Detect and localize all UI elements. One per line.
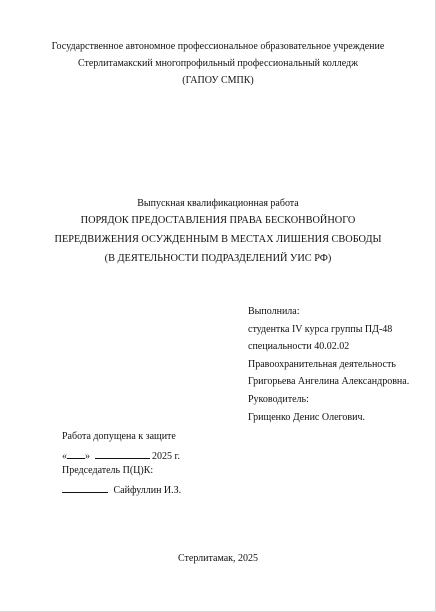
date-month-blank [95, 448, 150, 459]
place-year: Стерлитамак, 2025 [177, 553, 259, 564]
date-close-quote: » [85, 451, 90, 462]
signature-blank [62, 482, 108, 493]
date-open-quote: « [62, 451, 67, 462]
supervisor-label: Руководитель: [248, 394, 309, 405]
title-line-3: (В ДЕЯТЕЛЬНОСТИ ПОДРАЗДЕЛЕНИЙ УИС РФ) [104, 253, 332, 264]
author-label: Выполнила: [248, 306, 300, 317]
title-line-2: ПЕРЕДВИЖЕНИЯ ОСУЖДЕННЫМ В МЕСТАХ ЛИШЕНИЯ СВОБОДЫ [54, 234, 382, 245]
chair-name: Сайфуллин И.З. [113, 485, 182, 496]
admission-date [62, 448, 180, 463]
author-specialty-name: Правоохранительная деятельность [248, 359, 396, 370]
author-name: Григорьева Ангелина Александровна. [248, 376, 410, 387]
supervisor-name: Грищенко Денис Олегович. [248, 412, 365, 423]
chair-signature [62, 482, 181, 497]
institution-line-2: Стерлитамакский многопрофильный профессиональный колледж [77, 58, 359, 69]
work-type: Выпускная квалификационная работа [137, 198, 299, 209]
date-year: 2025 г. [152, 451, 180, 462]
institution-abbreviation: (ГАПОУ СМПК) [182, 75, 254, 86]
chair-label: Председатель П(Ц)К: [62, 465, 154, 476]
institution-line-1: Государственное автономное профессиональное образовательное учреждение [51, 41, 385, 52]
author-specialty: специальности 40.02.02 [248, 341, 350, 352]
author-course: студентка IV курса группы ПД-48 [248, 324, 393, 335]
title-line-1: ПОРЯДОК ПРЕДОСТАВЛЕНИЯ ПРАВА БЕСКОНВОЙНОГО [80, 215, 356, 226]
date-day-blank [67, 448, 85, 459]
admission-label: Работа допущена к защите [62, 431, 176, 442]
